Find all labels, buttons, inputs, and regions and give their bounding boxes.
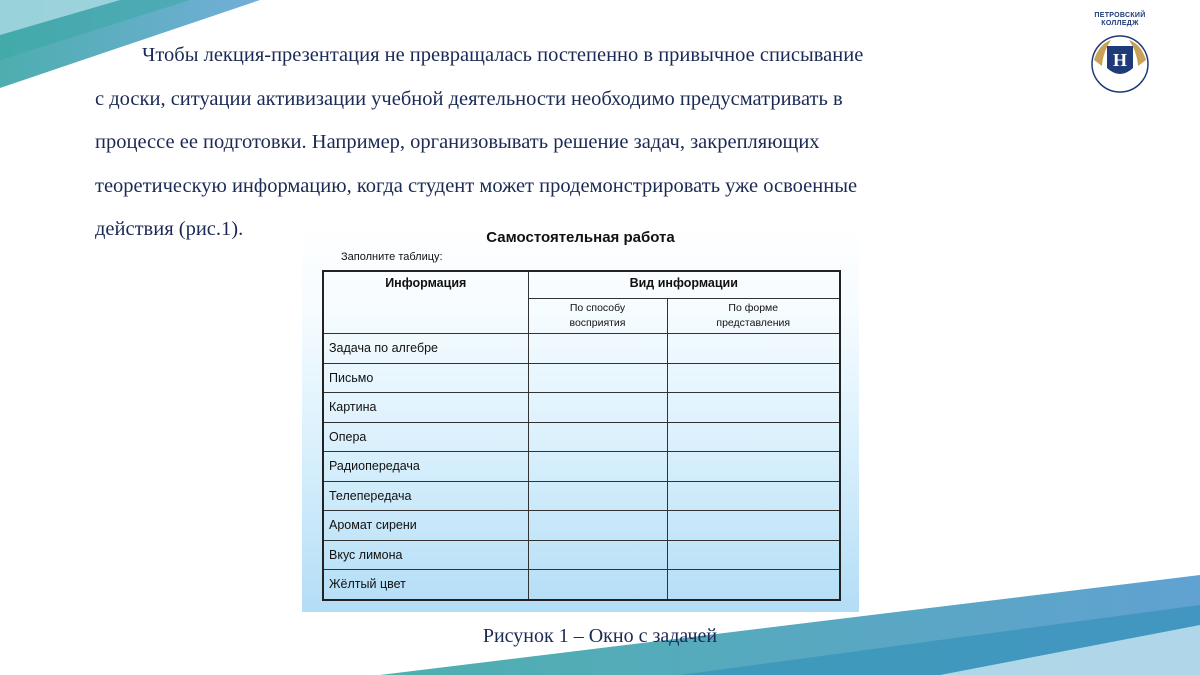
- row-label: Телепередача: [323, 481, 528, 511]
- paragraph-line: Чтобы лекция-презентация не превращалась постепенно в привычное списывание: [142, 44, 864, 66]
- row-label: Аромат сирени: [323, 511, 528, 541]
- row-label: Опера: [323, 422, 528, 452]
- header-by-form-line1: По форме: [728, 302, 779, 314]
- logo-emblem-icon: [1085, 30, 1155, 94]
- header-by-perception: [528, 299, 667, 334]
- svg-text:Н: Н: [1112, 50, 1128, 70]
- body-paragraph: [95, 34, 1045, 252]
- figure-caption: Рисунок 1 – Окно с задачей: [482, 625, 718, 647]
- figure-title: Самостоятельная работа: [486, 229, 675, 246]
- table-row: [323, 570, 840, 600]
- header-by-form: [667, 299, 840, 334]
- empty-cell: [528, 481, 667, 511]
- header-by-perception-line2: восприятия: [569, 317, 626, 329]
- table-row: [323, 540, 840, 570]
- header-info-kind: Вид информации: [528, 271, 840, 299]
- empty-cell: [667, 393, 840, 423]
- empty-cell: [528, 422, 667, 452]
- empty-cell: [667, 422, 840, 452]
- row-label: Картина: [323, 393, 528, 423]
- empty-cell: [528, 334, 667, 364]
- table-row: [323, 511, 840, 541]
- empty-cell: [528, 363, 667, 393]
- empty-cell: [528, 452, 667, 482]
- empty-cell: [667, 452, 840, 482]
- row-label: Письмо: [323, 363, 528, 393]
- table-row: [323, 363, 840, 393]
- empty-cell: [528, 570, 667, 600]
- task-figure: [302, 226, 859, 612]
- table-row: [323, 334, 840, 364]
- row-label: Задача по алгебре: [323, 334, 528, 364]
- empty-cell: [528, 511, 667, 541]
- header-information: Информация: [323, 271, 528, 334]
- paragraph-line: теоретическую информацию, когда студент может продемонстрировать уже освоенные: [95, 174, 858, 197]
- logo-title: [1080, 12, 1160, 28]
- empty-cell: [667, 334, 840, 364]
- info-table: [322, 270, 841, 601]
- empty-cell: [667, 481, 840, 511]
- empty-cell: [528, 540, 667, 570]
- logo-title-line2: КОЛЛЕДЖ: [1101, 20, 1139, 27]
- empty-cell: [667, 511, 840, 541]
- row-label: Вкус лимона: [323, 540, 528, 570]
- table-row: [323, 452, 840, 482]
- empty-cell: [667, 570, 840, 600]
- paragraph-line: с доски, ситуации активизации учебной деятельности необходимо предусматривать в: [95, 87, 843, 110]
- college-logo: [1080, 10, 1160, 95]
- paragraph-line: процессе ее подготовки. Например, организовывать решение задач, закрепляющих: [95, 131, 820, 153]
- logo-title-line1: ПЕТРОВСКИЙ: [1094, 12, 1146, 19]
- row-label: Жёлтый цвет: [323, 570, 528, 600]
- table-row: [323, 422, 840, 452]
- figure-subtitle: Заполните таблицу:: [341, 251, 443, 263]
- row-label: Радиопередача: [323, 452, 528, 482]
- table-row: [323, 393, 840, 423]
- table-row: [323, 481, 840, 511]
- empty-cell: [528, 393, 667, 423]
- empty-cell: [667, 540, 840, 570]
- header-by-form-line2: представления: [716, 317, 791, 329]
- empty-cell: [667, 363, 840, 393]
- header-by-perception-line1: По способу: [569, 302, 626, 314]
- paragraph-line: действия (рис.1).: [95, 218, 244, 240]
